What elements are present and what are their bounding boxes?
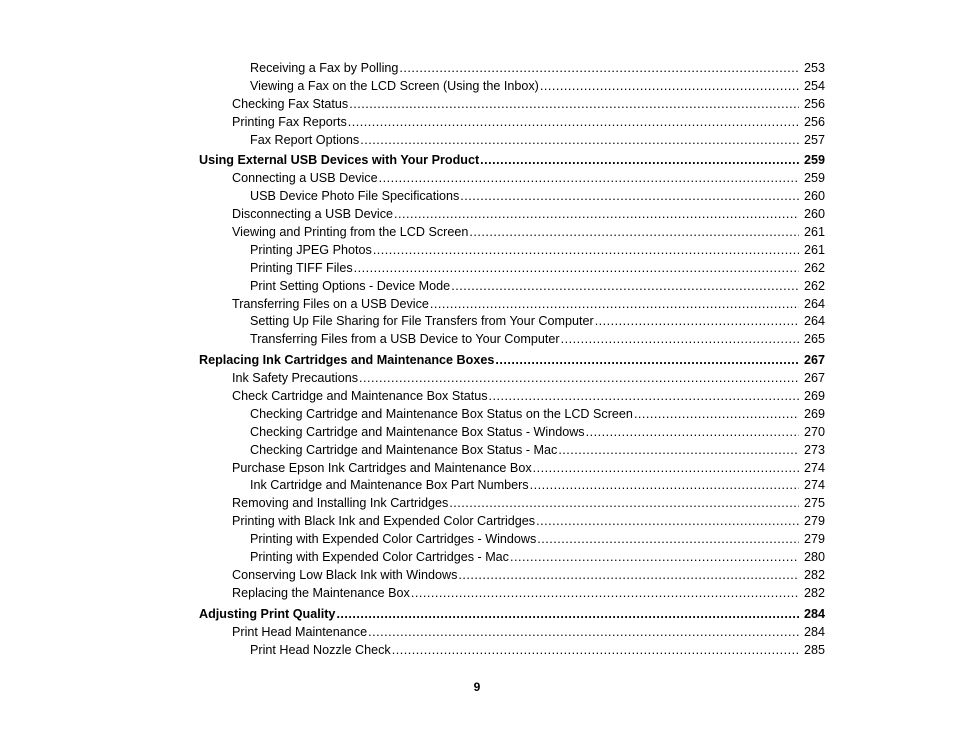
toc-entry[interactable] [199,442,825,460]
toc-entry[interactable] [199,642,825,660]
toc-entry-title: Disconnecting a USB Device [232,207,393,222]
toc-entry-title: Printing TIFF Files [250,260,353,275]
toc-entry[interactable] [199,406,825,424]
toc-entry-title: Using External USB Devices with Your Product [199,153,480,168]
toc-entry[interactable] [199,96,825,114]
dot-leader [536,513,799,531]
dot-leader [510,549,799,567]
toc-entry[interactable] [199,242,825,260]
toc-entry-title: Viewing and Printing from the LCD Screen [232,225,469,240]
toc-entry[interactable] [199,424,825,442]
toc-entry-page: 269 [803,406,825,421]
toc-entry-page: 282 [803,567,825,582]
toc-entry-title: Purchase Epson Ink Cartridges and Maintenance Box [232,460,532,475]
toc-entry-title: Receiving a Fax by Polling [250,61,399,75]
toc-entry-page: 256 [803,96,825,111]
toc-entry-title: Conserving Low Black Ink with Windows [232,567,458,582]
toc-entry-page: 256 [803,114,825,129]
toc-entry[interactable] [199,388,825,406]
toc-entry[interactable] [199,313,825,331]
toc-chapter-entry[interactable] [199,352,825,370]
toc-entry[interactable] [199,624,825,642]
toc-entry-title: Removing and Installing Ink Cartridges [232,496,449,511]
toc-entry-page: 260 [803,207,825,222]
toc-entry[interactable] [199,224,825,242]
toc-entry[interactable] [199,460,825,478]
page-number: 9 [473,680,481,694]
toc-entry[interactable] [199,585,825,603]
toc-entry[interactable] [199,549,825,567]
toc-entry-title: Ink Safety Precautions [232,371,359,386]
toc-entry-title: Check Cartridge and Maintenance Box Status [232,389,488,404]
dot-leader [469,224,799,242]
toc-entry-page: 253 [803,61,825,75]
toc-entry-page: 267 [803,371,825,386]
toc-entry[interactable] [199,567,825,585]
dot-leader [558,442,799,460]
dot-leader [354,260,799,278]
dot-leader [360,132,799,150]
toc-entry-title: Printing with Expended Color Cartridges - Windows [250,532,537,547]
toc-chapter-entry[interactable] [199,152,825,170]
dot-leader [458,567,799,585]
toc-entry[interactable] [199,296,825,314]
toc-entry-page: 259 [803,171,825,186]
dot-leader [348,114,799,132]
toc-entry-title: USB Device Photo File Specifications [250,189,460,204]
toc-entry-title: Printing with Expended Color Cartridges - Mac [250,550,509,565]
dot-leader [537,531,799,549]
dot-leader [449,495,799,513]
dot-leader [460,188,799,206]
toc-entry-page: 260 [803,189,825,204]
dot-leader [480,152,799,170]
dot-leader [368,624,799,642]
dot-leader [595,313,799,331]
toc-entry-page: 267 [803,353,825,368]
dot-leader [349,96,799,114]
toc-entry-title: Printing Fax Reports [232,114,347,129]
toc-entry-page: 261 [803,225,825,240]
toc-entry[interactable] [199,206,825,224]
toc-entry-page: 269 [803,389,825,404]
toc-entry-title: Ink Cartridge and Maintenance Box Part Numbers [250,478,529,493]
toc-entry[interactable] [199,78,825,96]
toc-entry-page: 284 [803,624,825,639]
dot-leader [530,477,799,495]
toc-entry[interactable] [199,370,825,388]
toc-entry-title: Print Setting Options - Device Mode [250,278,451,293]
toc-entry-page: 282 [803,585,825,600]
toc-entry[interactable] [199,531,825,549]
toc-entry-title: Setting Up File Sharing for File Transfers from Your Computer [250,314,594,329]
dot-leader [540,78,799,96]
dot-leader [373,242,799,260]
table-of-contents [199,60,825,659]
toc-entry-page: 254 [803,78,825,93]
toc-entry[interactable] [199,188,825,206]
toc-entry-page: 285 [803,642,825,657]
toc-entry-title: Checking Cartridge and Maintenance Box Status on the LCD Screen [250,406,633,421]
toc-entry-page: 274 [803,460,825,475]
dot-leader [359,370,799,388]
toc-entry-title: Viewing a Fax on the LCD Screen (Using the Inbox) [250,78,539,93]
toc-entry[interactable] [199,132,825,150]
dot-leader [634,406,799,424]
toc-entry-page: 273 [803,442,825,457]
toc-entry-title: Replacing the Maintenance Box [232,585,410,600]
toc-entry[interactable] [199,513,825,531]
toc-entry-page: 279 [803,532,825,547]
toc-entry-title: Connecting a USB Device [232,171,378,186]
toc-entry-page: 262 [803,260,825,275]
toc-entry-title: Checking Cartridge and Maintenance Box Status - Windows [250,424,585,439]
toc-entry-title: Transferring Files from a USB Device to Your Computer [250,332,560,347]
toc-entry[interactable] [199,477,825,495]
toc-entry-title: Replacing Ink Cartridges and Maintenance Boxes [199,353,495,368]
toc-entry-page: 257 [803,132,825,147]
toc-entry[interactable] [199,114,825,132]
toc-entry-page: 280 [803,550,825,565]
dot-leader [430,296,799,314]
toc-entry-page: 275 [803,496,825,511]
toc-entry-page: 264 [803,296,825,311]
dot-leader [451,278,799,296]
toc-entry-title: Fax Report Options [250,132,360,147]
toc-chapter-entry[interactable] [199,606,825,624]
toc-entry[interactable] [199,495,825,513]
dot-leader [489,388,799,406]
toc-entry-title: Printing with Black Ink and Expended Color Cartridges [232,514,536,529]
toc-entry-title: Adjusting Print Quality [199,606,336,621]
toc-entry-title: Transferring Files on a USB Device [232,296,429,311]
toc-entry[interactable] [199,170,825,188]
toc-entry-title: Print Head Nozzle Check [250,642,391,657]
dot-leader [379,170,799,188]
toc-entry-page: 265 [803,332,825,347]
toc-entry-page: 279 [803,514,825,529]
toc-entry-title: Checking Cartridge and Maintenance Box Status - Mac [250,442,558,457]
toc-entry-page: 259 [803,153,825,168]
toc-entry[interactable] [199,260,825,278]
dot-leader [394,206,799,224]
toc-entry-page: 284 [803,606,825,621]
dot-leader [399,60,799,78]
dot-leader [392,642,799,660]
dot-leader [336,606,799,624]
toc-entry-page: 261 [803,242,825,257]
toc-entry[interactable] [199,331,825,349]
toc-entry[interactable] [199,60,825,78]
toc-entry-title: Checking Fax Status [232,96,349,111]
toc-entry-page: 262 [803,278,825,293]
toc-entry-page: 264 [803,314,825,329]
toc-entry-page: 270 [803,424,825,439]
dot-leader [495,352,799,370]
toc-entry-page: 274 [803,478,825,493]
dot-leader [561,331,799,349]
toc-entry-title: Print Head Maintenance [232,624,368,639]
toc-entry-title: Printing JPEG Photos [250,242,372,257]
dot-leader [586,424,799,442]
dot-leader [411,585,799,603]
toc-entry[interactable] [199,278,825,296]
dot-leader [533,460,799,478]
